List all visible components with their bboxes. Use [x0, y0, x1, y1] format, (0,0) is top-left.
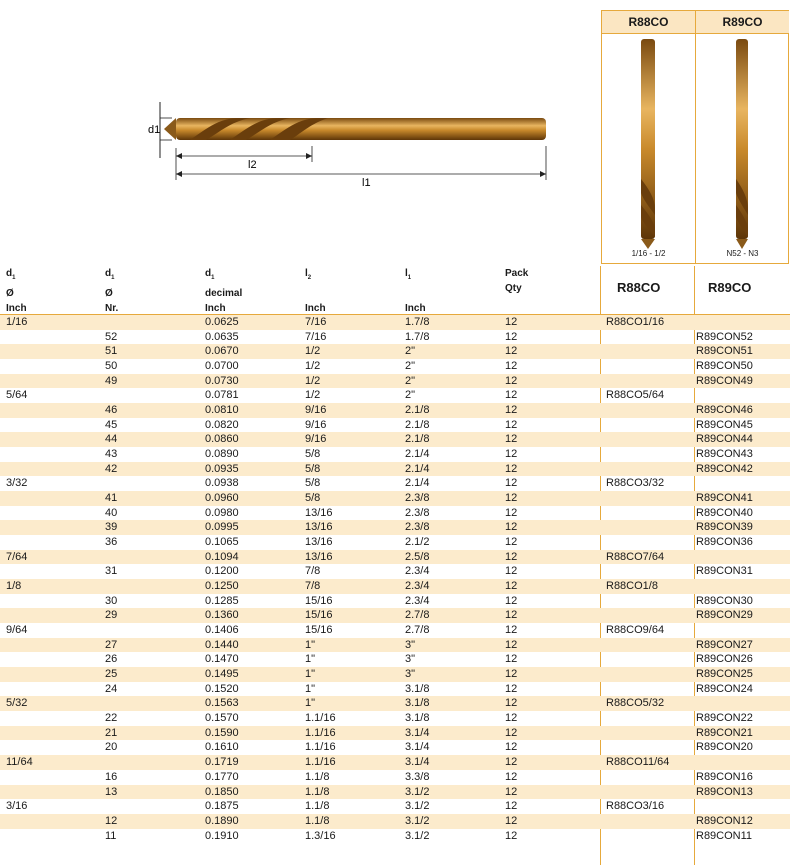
cell-d1-nr: 27 [105, 638, 118, 651]
cell-l1: 2" [405, 389, 416, 402]
cell-l2: 7/16 [305, 316, 327, 328]
cell-l2: 1" [305, 653, 316, 666]
table-row [0, 711, 790, 726]
cell-pack-qty: 12 [505, 418, 518, 431]
cell-r89co: R89CON13 [696, 785, 753, 798]
cell-l2: 1.1/8 [305, 770, 330, 783]
cell-l1: 2.7/8 [405, 624, 430, 637]
cell-d1-decimal: 0.1910 [205, 829, 239, 842]
cell-d1-inch: 9/64 [6, 624, 28, 637]
cell-l2: 1/2 [305, 374, 321, 387]
cell-l1: 2.3/8 [405, 521, 430, 534]
r89co-drill-image [729, 39, 755, 249]
table-row [0, 447, 790, 462]
table-row [0, 652, 790, 667]
cell-r89co: R89CON41 [696, 492, 753, 505]
cell-r88co: R88CO5/64 [606, 389, 665, 402]
table-row [0, 388, 790, 403]
r88co-size-range: 1/16 - 1/2 [631, 249, 666, 258]
cell-d1-decimal: 0.0625 [205, 316, 239, 328]
cell-l2: 9/16 [305, 433, 327, 446]
cell-l2: 1" [305, 697, 316, 710]
table-row [0, 432, 790, 447]
header-pack-qty: Pack Qty [505, 268, 529, 294]
cell-d1-nr: 16 [105, 770, 118, 783]
cell-r89co: R89CON12 [696, 814, 753, 827]
cell-r89co: R89CON27 [696, 638, 753, 651]
cell-pack-qty: 12 [505, 624, 518, 637]
cell-d1-nr: 26 [105, 653, 118, 666]
cell-pack-qty: 12 [505, 800, 518, 813]
cell-d1-nr: 43 [105, 448, 118, 461]
cell-pack-qty: 12 [505, 565, 518, 578]
cell-d1-nr: 46 [105, 404, 118, 417]
cell-l1: 3" [405, 668, 416, 681]
cell-l1: 3.1/8 [405, 697, 430, 710]
cell-l1: 2.7/8 [405, 609, 430, 622]
cell-l1: 1.7/8 [405, 316, 430, 328]
cell-l2: 5/8 [305, 462, 321, 475]
cell-pack-qty: 12 [505, 521, 518, 534]
product-image-panel [601, 10, 789, 264]
cell-l1: 2" [405, 374, 416, 387]
table-row [0, 550, 790, 565]
cell-d1-inch: 11/64 [6, 756, 33, 769]
cell-r88co: R88CO1/8 [606, 580, 658, 593]
cell-d1-nr: 49 [105, 374, 118, 387]
header-l1: $l_1$ Inch [405, 268, 426, 314]
cell-d1-decimal: 0.1094 [205, 550, 239, 563]
cell-d1-nr: 13 [105, 785, 118, 798]
cell-d1-decimal: 0.0860 [205, 433, 239, 446]
cell-l1: 1.7/8 [405, 330, 430, 343]
cell-d1-nr: 39 [105, 521, 118, 534]
cell-pack-qty: 12 [505, 697, 518, 710]
cell-r89co: R89CON42 [696, 462, 753, 475]
table-row [0, 330, 790, 345]
cell-l2: 1.1/8 [305, 785, 330, 798]
cell-r89co: R89CON21 [696, 726, 753, 739]
cell-r89co: R89CON22 [696, 712, 753, 725]
cell-r89co: R89CON44 [696, 433, 753, 446]
table-row [0, 696, 790, 711]
cell-l1: 3.1/4 [405, 741, 430, 754]
cell-l1: 2.1/2 [405, 536, 430, 549]
cell-l1: 2.3/4 [405, 594, 430, 607]
cell-pack-qty: 12 [505, 433, 518, 446]
cell-d1-decimal: 0.0960 [205, 492, 239, 505]
cell-d1-decimal: 0.0700 [205, 360, 239, 373]
table-row [0, 462, 790, 477]
d1-label: d1 [148, 124, 161, 136]
cell-d1-decimal: 0.0890 [205, 448, 239, 461]
cell-l2: 1/2 [305, 389, 321, 402]
cell-l2: 9/16 [305, 418, 327, 431]
table-row [0, 814, 790, 829]
cell-d1-decimal: 0.1890 [205, 814, 239, 827]
cell-pack-qty: 12 [505, 345, 518, 358]
cell-pack-qty: 12 [505, 580, 518, 593]
cell-r89co: R89CON46 [696, 404, 753, 417]
cell-d1-nr: 44 [105, 433, 118, 446]
table-row [0, 829, 790, 844]
cell-l2: 5/8 [305, 477, 321, 490]
cell-l1: 3.1/2 [405, 814, 430, 827]
cell-pack-qty: 12 [505, 506, 518, 519]
cell-l1: 2.3/8 [405, 506, 430, 519]
cell-l1: 3.1/2 [405, 829, 430, 842]
cell-r89co: R89CON39 [696, 521, 753, 534]
cell-d1-decimal: 0.0781 [205, 389, 239, 402]
cell-l2: 7/8 [305, 565, 321, 578]
table-row [0, 594, 790, 609]
table-row [0, 403, 790, 418]
table-row [0, 785, 790, 800]
cell-l2: 5/8 [305, 492, 321, 505]
table-row [0, 491, 790, 506]
cell-pack-qty: 12 [505, 829, 518, 842]
table-row [0, 755, 790, 770]
table-row [0, 770, 790, 785]
cell-d1-nr: 29 [105, 609, 118, 622]
cell-d1-nr: 40 [105, 506, 118, 519]
cell-r89co: R89CON30 [696, 594, 753, 607]
cell-r88co: R88CO11/64 [606, 756, 670, 769]
cell-r88co: R88CO3/16 [606, 800, 665, 813]
cell-d1-nr: 12 [105, 814, 118, 827]
cell-d1-nr: 11 [105, 829, 117, 842]
cell-pack-qty: 12 [505, 330, 518, 343]
cell-l2: 9/16 [305, 404, 327, 417]
table-row [0, 344, 790, 359]
cell-r89co: R89CON36 [696, 536, 753, 549]
cell-d1-nr: 51 [105, 345, 118, 358]
cell-d1-decimal: 0.0995 [205, 521, 239, 534]
cell-l2: 13/16 [305, 536, 333, 549]
cell-l2: 13/16 [305, 506, 333, 519]
cell-r89co: R89CON25 [696, 668, 753, 681]
cell-l2: 1" [305, 682, 316, 695]
table-row [0, 418, 790, 433]
header-d1-nr: $d_1$ Ø Nr. [105, 268, 119, 314]
cell-d1-decimal: 0.1875 [205, 800, 239, 813]
cell-r88co: R88CO9/64 [606, 624, 665, 637]
cell-l1: 3" [405, 638, 416, 651]
cell-d1-decimal: 0.0635 [205, 330, 239, 343]
table-row [0, 682, 790, 697]
cell-l2: 1.1/16 [305, 726, 336, 739]
cell-d1-decimal: 0.1610 [205, 741, 239, 754]
cell-d1-decimal: 0.1520 [205, 682, 239, 695]
cell-d1-decimal: 0.0938 [205, 477, 239, 490]
table-row [0, 799, 790, 814]
table-row [0, 359, 790, 374]
header-r88co: R88CO [617, 280, 661, 295]
cell-l2: 1" [305, 668, 316, 681]
cell-l2: 1.1/16 [305, 712, 336, 725]
cell-l2: 15/16 [305, 624, 333, 637]
cell-r89co: R89CON26 [696, 653, 753, 666]
cell-d1-nr: 41 [105, 492, 118, 505]
cell-d1-decimal: 0.1590 [205, 726, 239, 739]
cell-d1-decimal: 0.0820 [205, 418, 239, 431]
cell-l1: 2.1/8 [405, 404, 430, 417]
cell-pack-qty: 12 [505, 609, 518, 622]
cell-l1: 3.1/8 [405, 712, 430, 725]
cell-d1-decimal: 0.1563 [205, 697, 239, 710]
table-row [0, 506, 790, 521]
cell-d1-decimal: 0.0810 [205, 404, 239, 417]
cell-l1: 2.1/8 [405, 418, 430, 431]
cell-d1-decimal: 0.0730 [205, 374, 239, 387]
cell-l2: 15/16 [305, 609, 333, 622]
drill-illustration [148, 96, 560, 189]
header-d1-decimal: $d_1$ decimal Inch [205, 268, 243, 314]
cell-l1: 2.1/8 [405, 433, 430, 446]
cell-d1-decimal: 0.1250 [205, 580, 239, 593]
cell-d1-decimal: 0.1406 [205, 624, 239, 637]
cell-d1-nr: 50 [105, 360, 118, 373]
r89co-size-range: N52 - N3 [726, 249, 759, 258]
cell-r88co: R88CO3/32 [606, 477, 665, 490]
cell-l2: 1.1/8 [305, 814, 330, 827]
cell-d1-nr: 52 [105, 330, 118, 343]
cell-l1: 2.3/8 [405, 492, 430, 505]
cell-d1-decimal: 0.1770 [205, 770, 239, 783]
cell-l1: 2.1/4 [405, 448, 430, 461]
cell-pack-qty: 12 [505, 448, 518, 461]
cell-r89co: R89CON40 [696, 506, 753, 519]
cell-d1-inch: 1/16 [6, 316, 28, 328]
cell-pack-qty: 12 [505, 756, 518, 769]
cell-pack-qty: 12 [505, 536, 518, 549]
table-row [0, 315, 790, 330]
cell-pack-qty: 12 [505, 785, 518, 798]
table-row [0, 608, 790, 623]
cell-r89co: R89CON50 [696, 360, 753, 373]
cell-r89co: R89CON16 [696, 770, 753, 783]
cell-r88co: R88CO7/64 [606, 550, 665, 563]
cell-pack-qty: 12 [505, 594, 518, 607]
cell-d1-decimal: 0.1850 [205, 785, 239, 798]
cell-l1: 3" [405, 653, 416, 666]
cell-pack-qty: 12 [505, 404, 518, 417]
cell-l1: 3.1/4 [405, 756, 430, 769]
cell-d1-inch: 7/64 [6, 550, 28, 563]
cell-l1: 2.5/8 [405, 550, 430, 563]
cell-pack-qty: 12 [505, 682, 518, 695]
cell-d1-nr: 22 [105, 712, 118, 725]
cell-d1-nr: 21 [105, 726, 118, 739]
r89co-panel [695, 11, 789, 263]
cell-l1: 3.1/2 [405, 800, 430, 813]
cell-pack-qty: 12 [505, 389, 518, 402]
cell-pack-qty: 12 [505, 814, 518, 827]
cell-pack-qty: 12 [505, 741, 518, 754]
cell-l1: 2.1/4 [405, 462, 430, 475]
cell-d1-nr: 24 [105, 682, 118, 695]
cell-pack-qty: 12 [505, 360, 518, 373]
cell-r89co: R89CON31 [696, 565, 753, 578]
cell-l2: 1.1/16 [305, 756, 336, 769]
cell-pack-qty: 12 [505, 316, 518, 328]
cell-l2: 1/2 [305, 345, 321, 358]
cell-pack-qty: 12 [505, 550, 518, 563]
cell-l1: 3.3/8 [405, 770, 430, 783]
cell-r89co: R89CON45 [696, 418, 753, 431]
cell-d1-decimal: 0.0670 [205, 345, 239, 358]
cell-d1-inch: 5/64 [6, 389, 28, 402]
cell-d1-decimal: 0.1470 [205, 653, 239, 666]
cell-d1-decimal: 0.1065 [205, 536, 239, 549]
cell-r89co: R89CON52 [696, 330, 753, 343]
cell-r88co: R88CO5/32 [606, 697, 665, 710]
cell-l1: 2" [405, 360, 416, 373]
cell-l1: 3.1/4 [405, 726, 430, 739]
cell-d1-inch: 3/32 [6, 477, 28, 490]
l2-label: l2 [248, 159, 257, 171]
cell-pack-qty: 12 [505, 653, 518, 666]
l1-label: l1 [362, 177, 371, 189]
r88co-drill-image [635, 39, 661, 249]
cell-l2: 1" [305, 638, 316, 651]
cell-d1-nr: 20 [105, 741, 118, 754]
cell-d1-decimal: 0.1495 [205, 668, 239, 681]
cell-d1-nr: 31 [105, 565, 118, 578]
cell-r89co: R89CON29 [696, 609, 753, 622]
cell-pack-qty: 12 [505, 462, 518, 475]
table-row [0, 667, 790, 682]
cell-pack-qty: 12 [505, 638, 518, 651]
r88co-panel-title: R88CO [602, 11, 695, 34]
cell-l2: 7/8 [305, 580, 321, 593]
cell-d1-decimal: 0.1440 [205, 638, 239, 651]
cell-l2: 7/16 [305, 330, 327, 343]
cell-l2: 13/16 [305, 550, 333, 563]
drill-dimension-diagram [148, 96, 560, 189]
cell-d1-inch: 5/32 [6, 697, 28, 710]
cell-r89co: R89CON20 [696, 741, 753, 754]
cell-l1: 2" [405, 345, 416, 358]
cell-d1-decimal: 0.0935 [205, 462, 239, 475]
table-row [0, 638, 790, 653]
table-row [0, 535, 790, 550]
cell-r89co: R89CON24 [696, 682, 753, 695]
cell-d1-inch: 3/16 [6, 800, 28, 813]
header-d1-inch: $d_1$ Ø Inch [6, 268, 27, 314]
table-row [0, 520, 790, 535]
cell-pack-qty: 12 [505, 374, 518, 387]
cell-l2: 1.1/16 [305, 741, 336, 754]
cell-r89co: R89CON51 [696, 345, 753, 358]
cell-pack-qty: 12 [505, 477, 518, 490]
cell-l2: 1.1/8 [305, 800, 330, 813]
header-r89co: R89CO [708, 280, 752, 295]
table-row [0, 374, 790, 389]
table-header [0, 266, 790, 314]
drill-size-table [0, 315, 790, 843]
cell-d1-decimal: 0.1360 [205, 609, 239, 622]
cell-d1-nr: 45 [105, 418, 118, 431]
cell-d1-inch: 1/8 [6, 580, 22, 593]
header-l2: $l_2$ Inch [305, 268, 326, 314]
cell-l1: 3.1/2 [405, 785, 430, 798]
cell-d1-nr: 36 [105, 536, 118, 549]
cell-r89co: R89CON43 [696, 448, 753, 461]
cell-d1-nr: 42 [105, 462, 118, 475]
cell-d1-decimal: 0.1570 [205, 712, 239, 725]
cell-r88co: R88CO1/16 [606, 316, 665, 328]
r89co-panel-title: R89CO [696, 11, 789, 34]
table-row [0, 579, 790, 594]
cell-l1: 2.1/4 [405, 477, 430, 490]
cell-l2: 15/16 [305, 594, 333, 607]
cell-l2: 13/16 [305, 521, 333, 534]
table-row [0, 564, 790, 579]
table-row [0, 740, 790, 755]
cell-d1-decimal: 0.1285 [205, 594, 239, 607]
cell-d1-decimal: 0.0980 [205, 506, 239, 519]
table-row [0, 476, 790, 491]
cell-d1-nr: 25 [105, 668, 118, 681]
cell-l2: 5/8 [305, 448, 321, 461]
r88co-panel [602, 11, 695, 263]
cell-pack-qty: 12 [505, 726, 518, 739]
cell-pack-qty: 12 [505, 492, 518, 505]
cell-d1-nr: 30 [105, 594, 118, 607]
cell-l1: 2.3/4 [405, 565, 430, 578]
cell-d1-decimal: 0.1200 [205, 565, 239, 578]
cell-pack-qty: 12 [505, 712, 518, 725]
cell-r89co: R89CON49 [696, 374, 753, 387]
cell-pack-qty: 12 [505, 770, 518, 783]
cell-l2: 1.3/16 [305, 829, 336, 842]
cell-l1: 3.1/8 [405, 682, 430, 695]
cell-l2: 1/2 [305, 360, 321, 373]
cell-r89co: R89CON11 [696, 829, 753, 842]
table-row [0, 623, 790, 638]
table-row [0, 726, 790, 741]
cell-pack-qty: 12 [505, 668, 518, 681]
cell-l1: 2.3/4 [405, 580, 430, 593]
cell-d1-decimal: 0.1719 [205, 756, 239, 769]
